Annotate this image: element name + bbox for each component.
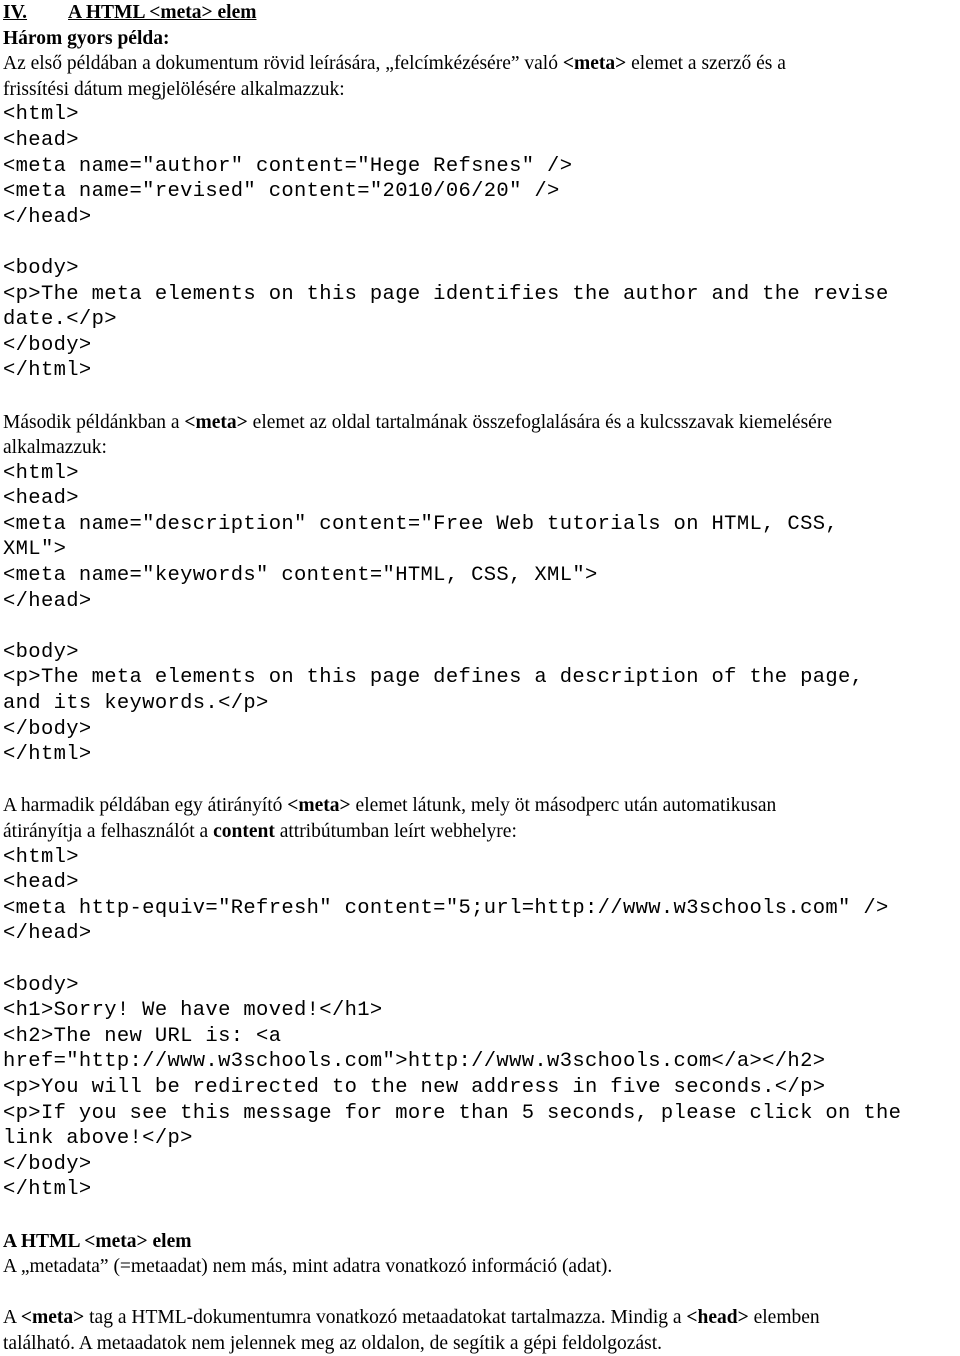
section2-title: A HTML <meta> elem (3, 1230, 192, 1252)
code-line-blank (3, 614, 960, 640)
text-run: elemben (748, 1307, 820, 1329)
code-line: <h1>Sorry! We have moved!</h1> (3, 999, 383, 1023)
code-line: <body> (3, 973, 79, 997)
text-run: A (3, 1307, 21, 1329)
code-line: <meta name="keywords" content="HTML, CSS, XML"> (3, 564, 598, 588)
spacer (3, 1203, 960, 1229)
text-run: elemet az oldal tartalmának összefoglalására és a kulcsszavak kiemelésére (247, 411, 832, 433)
code-line-blank (3, 230, 960, 256)
text-run: elemet a szerző és a (626, 53, 786, 75)
code-line: </body> (3, 333, 92, 357)
code-line: </head> (3, 589, 92, 613)
example1-intro-line1 (3, 51, 960, 77)
code-line: <p>The meta elements on this page defines a description of the page, (3, 666, 864, 690)
heading-number: IV. (3, 2, 28, 23)
heading-title: A HTML <meta> elem (68, 2, 257, 23)
code-line-blank (3, 947, 960, 973)
head-tag-bold: <head> (686, 1307, 749, 1329)
code-line: </head> (3, 205, 92, 229)
code-line: <p>You will be redirected to the new address in five seconds.</p> (3, 1075, 826, 1099)
code-line: </head> (3, 922, 92, 946)
code-line: and its keywords.</p> (3, 692, 269, 716)
text-run: Második példánkban a (3, 411, 185, 433)
code-line: <html> (3, 103, 79, 127)
text-run: A harmadik példában egy átirányító (3, 795, 288, 817)
section2-para-line1 (3, 1305, 960, 1331)
meta-tag-bold: <meta> (184, 411, 248, 433)
code-line: <head> (3, 871, 79, 895)
code-line: link above!</p> (3, 1127, 193, 1151)
code-line: </body> (3, 717, 92, 741)
code-line: XML"> (3, 538, 67, 562)
meta-tag-bold: <meta> (562, 53, 627, 75)
code-line: <meta name="author" content="Hege Refsnes" /> (3, 154, 573, 178)
subheading: Három gyors példa: (3, 27, 170, 49)
spacer (3, 1280, 960, 1306)
code-line: </body> (3, 1152, 92, 1176)
code-line: <html> (3, 845, 79, 869)
code-line: <head> (3, 487, 79, 511)
code-line: <meta name="revised" content="2010/06/20" /> (3, 180, 560, 204)
text-run: tag a HTML-dokumentumra vonatkozó metaadatokat tartalmazza. Mindig a (84, 1307, 687, 1329)
example2-intro-line2: alkalmazzuk: (3, 437, 107, 459)
code-line: <meta name="description" content="Free Web tutorials on HTML, CSS, (3, 512, 839, 536)
meta-tag-bold: <meta> (287, 795, 351, 817)
code-line: </html> (3, 1178, 92, 1202)
text-run: attribútumban leírt webhelyre: (274, 821, 517, 842)
code-line: <meta http-equiv="Refresh" content="5;url=http://www.w3schools.com" /> (3, 896, 889, 920)
example2-code (3, 461, 960, 768)
spacer (3, 768, 960, 794)
example3-code (3, 845, 960, 1203)
spacer (3, 384, 960, 410)
meta-tag-bold: <meta> (20, 1307, 85, 1329)
code-line: date.</p> (3, 308, 117, 332)
code-line: <p>The meta elements on this page identifies the author and the revise (3, 282, 889, 306)
section2-line1: A „metadata” (=metaadat) nem más, mint adatra vonatkozó információ (adat). (3, 1256, 613, 1278)
code-line: <body> (3, 640, 79, 664)
code-line: <html> (3, 461, 79, 485)
example1-code (3, 102, 960, 384)
text-run: átirányítja a felhasználót a (3, 821, 214, 842)
example3-intro-line1 (3, 793, 960, 819)
code-line: </html> (3, 743, 92, 767)
example2-intro-line1 (3, 410, 960, 436)
text-run: elemet látunk, mely öt másodperc után automatikusan (350, 795, 777, 817)
code-line: <head> (3, 128, 79, 152)
code-line: <body> (3, 256, 79, 280)
text-run: Az első példában a dokumentum rövid leírására, „felcímkézésére” való (3, 53, 563, 75)
example3-intro-line2 (3, 819, 960, 845)
content-attr-bold: content (213, 821, 275, 842)
code-line: </html> (3, 359, 92, 383)
code-line: <h2>The new URL is: <a (3, 1024, 282, 1048)
section-heading (3, 0, 960, 26)
section2-para-line2: található. A metaadatok nem jelennek meg az oldalon, de segítik a gépi feldolgozást. (3, 1332, 662, 1354)
code-line: href="http://www.w3schools.com">http://www.w3schools.com</a></h2> (3, 1050, 826, 1074)
example1-intro-line2: frissítési dátum megjelölésére alkalmazzuk: (3, 78, 345, 100)
code-line: <p>If you see this message for more than 5 seconds, please click on the (3, 1101, 902, 1125)
